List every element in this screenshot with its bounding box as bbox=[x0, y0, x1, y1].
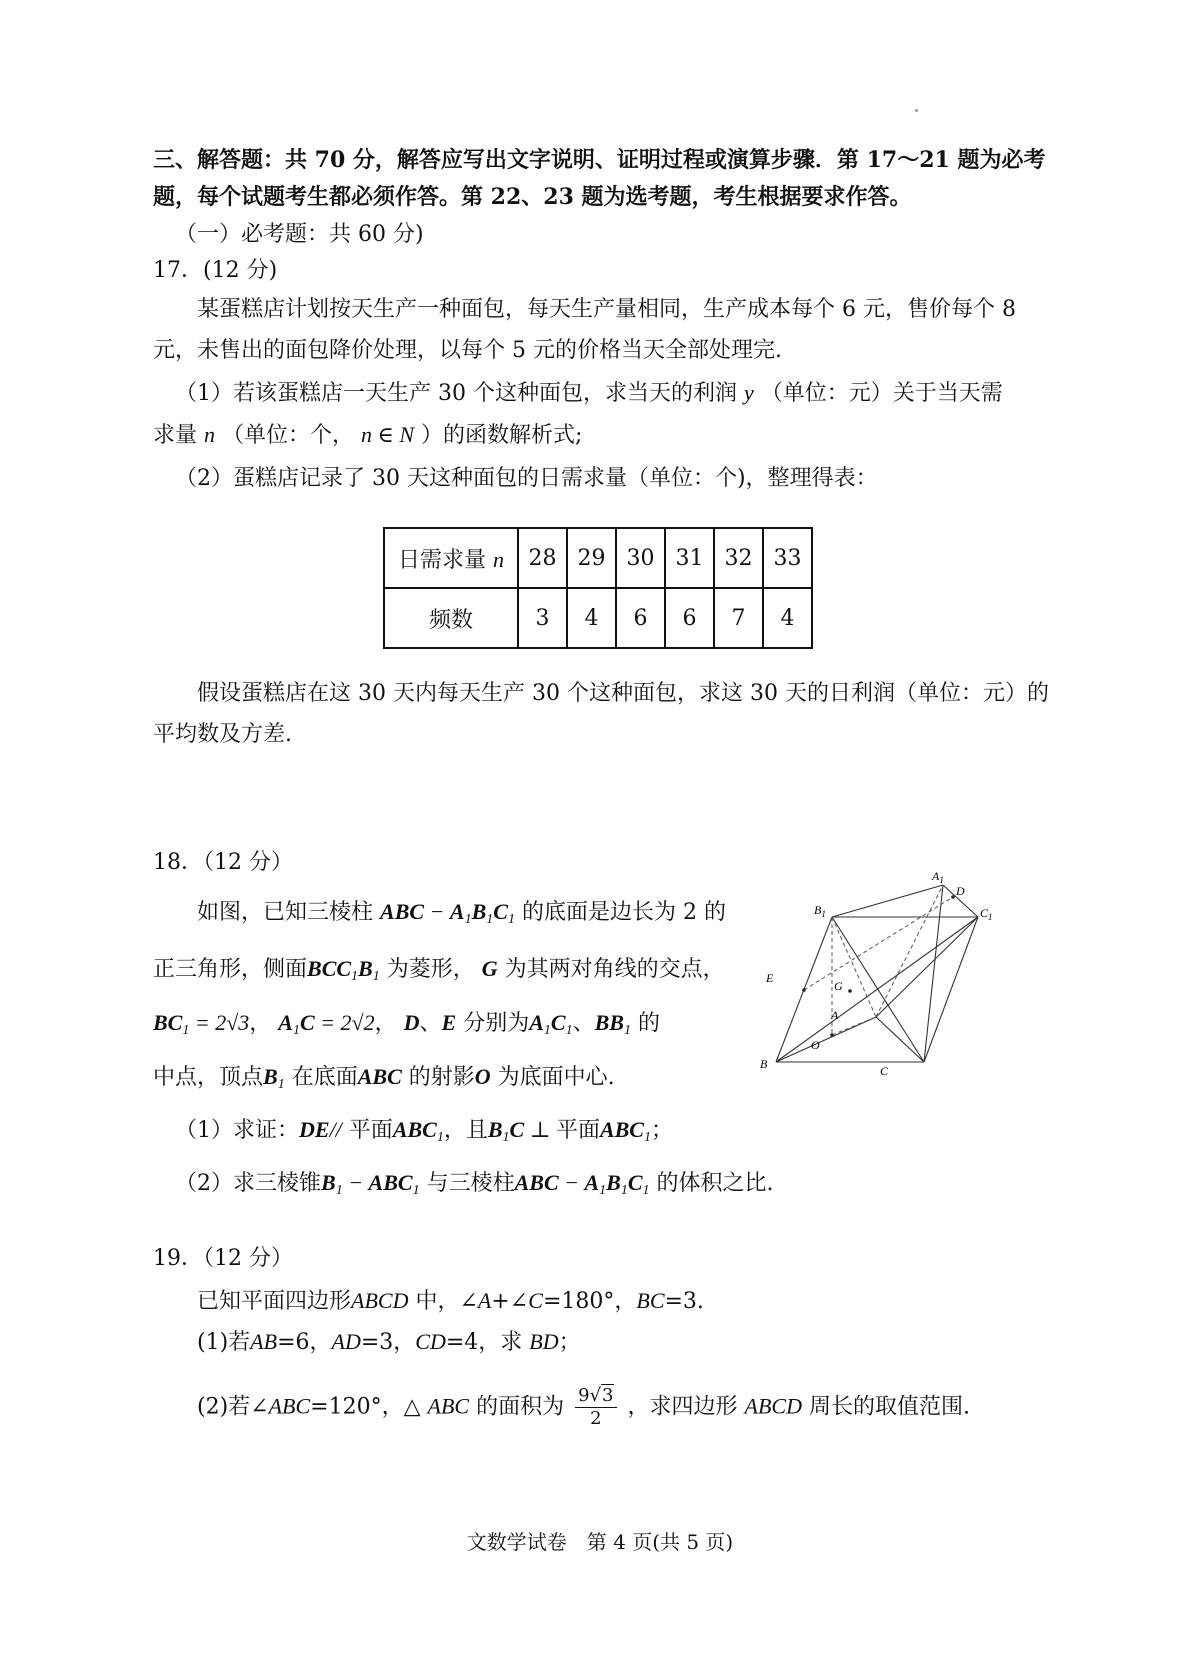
q17-number: 17．(12 分) bbox=[153, 258, 278, 283]
vertex-label-e: E bbox=[766, 971, 774, 985]
table-cell: 4 bbox=[567, 588, 616, 648]
q17-text-line2: 元，未售出的面包降价处理，以每个 5 元的价格当天全部处理完. bbox=[153, 338, 782, 363]
table-cell: 31 bbox=[665, 528, 714, 588]
section-intro-line1: 三、解答题：共 70 分，解答应写出文字说明、证明过程或演算步骤．第 17～21 题为必考 bbox=[153, 147, 1046, 173]
section-intro-line2: 题，每个试题考生都必须作答。第 22、23 题为选考题，考生根据要求作答。 bbox=[153, 184, 912, 210]
q17-after-line2: 平均数及方差. bbox=[153, 722, 292, 747]
table-cell: 32 bbox=[714, 528, 763, 588]
vertex-label-a1: $A_1$ bbox=[932, 869, 944, 885]
q18-number: 18．（12 分） bbox=[153, 850, 293, 875]
table-cell: 6 bbox=[616, 588, 665, 648]
prism-diagram bbox=[748, 855, 1058, 1090]
vertex-label-o: O bbox=[811, 1038, 820, 1052]
demand-frequency-table bbox=[383, 527, 813, 649]
table-cell: 29 bbox=[567, 528, 616, 588]
q17-part1-line2 bbox=[153, 420, 582, 451]
q18-part2: （2）求三棱锥$B_1 - ABC_1$ 与三棱柱ABC − $A_1B_1C_1$ 的体积之比. bbox=[175, 1170, 774, 1198]
table-cell: 7 bbox=[714, 588, 763, 648]
q19-part1: (1)若AB=6，AD=3，CD=4，求 BD； bbox=[197, 1329, 581, 1355]
q17-part1-text-d: （单位：个， bbox=[222, 423, 355, 448]
table-cell: 4 bbox=[763, 588, 812, 648]
table-cell: 28 bbox=[518, 528, 567, 588]
section-subheader: （一）必考题：共 60 分) bbox=[175, 222, 424, 247]
vertex-label-c: C bbox=[880, 1064, 889, 1078]
q18-part1: （1）求证：DE// 平面$ABC_1$，且$B_1C$ ⊥ 平面$ABC_1$； bbox=[175, 1117, 673, 1145]
table-cell: 30 bbox=[616, 528, 665, 588]
vertex-label-b: B bbox=[760, 1057, 768, 1071]
table-cell: 33 bbox=[763, 528, 812, 588]
q17-set-n: n ∈ N bbox=[361, 422, 414, 447]
q19-line1: 已知平面四边形ABCD 中，∠A+∠C=180°，BC=3. bbox=[197, 1288, 704, 1314]
q17-text-line1: 某蛋糕店计划按天生产一种面包，每天生产量相同，生产成本每个 6 元，售价每个 8 bbox=[197, 297, 1016, 322]
page-footer: 文数学试卷 第 4 页(共 5 页) bbox=[466, 1530, 734, 1554]
q17-part1-text-e: ）的函数解析式; bbox=[421, 423, 583, 448]
table-cell: 6 bbox=[665, 588, 714, 648]
vertex-label-d: D bbox=[956, 884, 965, 898]
q17-part2: （2）蛋糕店记录了 30 天这种面包的日需求量（单位：个)，整理得表： bbox=[175, 466, 878, 491]
q19-number: 19．（12 分） bbox=[153, 1246, 293, 1271]
scan-speck bbox=[915, 109, 918, 112]
q18-line1: 如图，已知三棱柱 ABC − $A_1B_1C_1$ 的底面是边长为 2 的 bbox=[197, 899, 726, 927]
q17-part1-text-c: 求量 bbox=[153, 423, 198, 448]
q18-line3: $BC_1 = 2√3$， $A_1C = 2√2$， D、E 分别为$A_1C_1$、$BB_1$ 的 bbox=[153, 1010, 660, 1038]
q18-line2: 正三角形，侧面$BCC_1B_1$ 为菱形， G 为其两对角线的交点， bbox=[153, 956, 725, 984]
table-header-frequency: 频数 bbox=[384, 588, 518, 648]
vertex-label-a: A bbox=[831, 1008, 839, 1022]
vertex-label-c1: $C_1$ bbox=[980, 906, 993, 922]
q17-part1-text-b: （单位：元）关于当天需 bbox=[760, 381, 1003, 406]
table-row-demand bbox=[384, 528, 812, 588]
vertex-label-b1: $B_1$ bbox=[814, 903, 826, 919]
q18-line4: 中点，顶点$B_1$ 在底面ABC 的射影O 为底面中心. bbox=[153, 1064, 615, 1092]
q17-var-n: n bbox=[204, 422, 216, 447]
q19-part2: (2)若∠ABC=120°，△ ABC 的面积为 $\frac{9√3}{2}$ ，求四边形 ABCD 周长的取值范围. bbox=[197, 1385, 970, 1429]
q17-part1-text-a: （1）若该蛋糕店一天生产 30 个这种面包，求当天的利润 bbox=[175, 381, 737, 406]
vertex-label-g: G bbox=[834, 979, 843, 993]
q17-part1-line1 bbox=[175, 378, 1003, 409]
q17-var-y: y bbox=[743, 380, 754, 405]
table-header-demand: 日需求量 n bbox=[384, 528, 518, 588]
table-cell: 3 bbox=[518, 588, 567, 648]
fraction-9-sqrt3-over-2: $\frac{9√3}{2}$ bbox=[575, 1385, 616, 1430]
q17-after-line1: 假设蛋糕店在这 30 天内每天生产 30 个这种面包，求这 30 天的日利润（单位：元）的 bbox=[197, 681, 1049, 706]
table-row-frequency bbox=[384, 588, 812, 648]
prism-figure bbox=[748, 855, 1058, 1090]
